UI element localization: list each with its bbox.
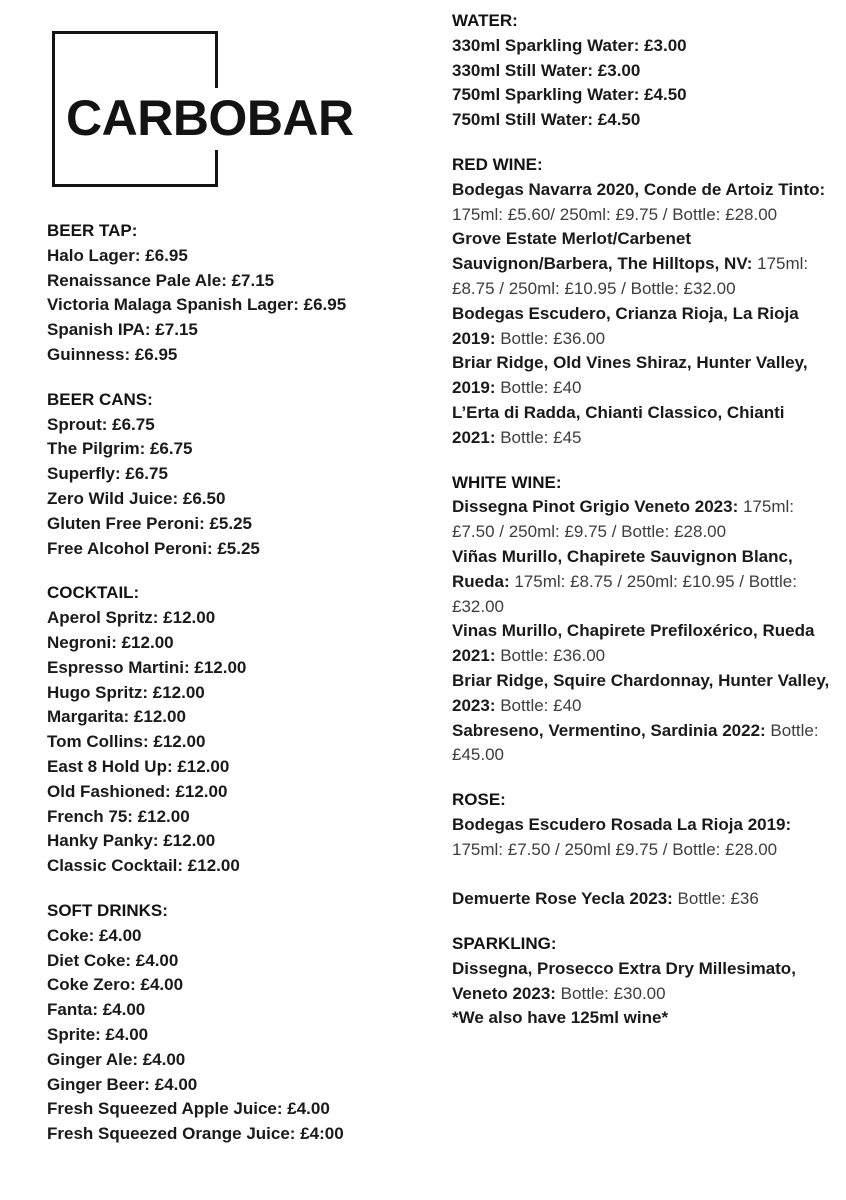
menu-section-sparkling — [452, 932, 830, 1031]
menu-item — [47, 244, 417, 269]
menu-item — [452, 495, 830, 545]
item-name: Superfly: £6.75 — [47, 464, 168, 484]
item-name: Victoria Malaga Spanish Lager: £6.95 — [47, 295, 347, 315]
menu-item — [47, 512, 417, 537]
brand-logo — [52, 31, 354, 187]
menu-item — [452, 545, 830, 619]
menu-spacer — [452, 863, 830, 888]
item-price: Bottle: £36.00 — [495, 646, 606, 666]
item-price: Bottle: £45 — [495, 427, 582, 447]
menu-item — [47, 631, 417, 656]
item-name: Fresh Squeezed Apple Juice: £4.00 — [47, 1099, 330, 1119]
item-name: Bodegas Escudero, Crianza Rioja, La Rioja 2019: — [452, 303, 799, 348]
item-name: Viñas Murillo, Chapirete Sauvignon Blanc, Rueda: — [452, 546, 793, 591]
menu-item — [452, 178, 830, 228]
menu-item — [452, 351, 830, 401]
item-price: 175ml: £8.75 / 250ml: £10.95 / Bottle: £32.00 — [452, 571, 797, 616]
menu-item — [47, 1048, 417, 1073]
item-name: Grove Estate Merlot/Carbenet Sauvignon/Barbera, The Hilltops, NV: — [452, 229, 753, 274]
item-name: Espresso Martini: £12.00 — [47, 657, 247, 677]
menu-section-beer-tap — [47, 219, 417, 368]
item-name: Old Fashioned: £12.00 — [47, 781, 228, 801]
section-title: BEER CANS: — [47, 389, 153, 409]
item-name: 330ml Sparkling Water: £3.00 — [452, 35, 687, 55]
menu-item — [47, 805, 417, 830]
menu-item — [47, 1073, 417, 1098]
item-price: 175ml: £5.60/ 250ml: £9.75 / Bottle: £28.00 — [452, 204, 778, 224]
section-title: COCKTAIL: — [47, 583, 140, 603]
item-name: Fanta: £4.00 — [47, 1000, 146, 1020]
section-title: SOFT DRINKS: — [47, 900, 168, 920]
menu-item — [452, 957, 830, 1007]
menu-item — [47, 998, 417, 1023]
item-price: 175ml: £7.50 / 250ml: £9.75 / Bottle: £28.00 — [452, 497, 794, 542]
item-price: Bottle: £40 — [495, 695, 582, 715]
menu-item — [452, 619, 830, 669]
item-name: Ginger Beer: £4.00 — [47, 1074, 198, 1094]
item-name: 750ml Still Water: £4.50 — [452, 110, 641, 130]
menu-item — [452, 59, 830, 84]
item-name: *We also have 125ml wine* — [452, 1008, 669, 1028]
item-name: L’Erta di Radda, Chianti Classico, Chianti 2021: — [452, 402, 785, 447]
menu-item — [47, 1023, 417, 1048]
menu-item — [47, 1122, 417, 1147]
menu-item — [47, 1097, 417, 1122]
menu-item — [47, 462, 417, 487]
item-name: French 75: £12.00 — [47, 806, 190, 826]
item-name: Spanish IPA: £7.15 — [47, 320, 198, 340]
menu-item — [452, 302, 830, 352]
menu-item — [47, 705, 417, 730]
item-name: Classic Cocktail: £12.00 — [47, 856, 240, 876]
menu-item — [47, 487, 417, 512]
menu-item — [452, 227, 830, 301]
menu-item — [452, 34, 830, 59]
menu-item — [47, 924, 417, 949]
right-column — [452, 9, 830, 1031]
menu-item — [452, 108, 830, 133]
menu-item — [47, 780, 417, 805]
menu-item — [452, 719, 830, 769]
item-name: Sabreseno, Vermentino, Sardinia 2022: — [452, 720, 766, 740]
section-title: SPARKLING: — [452, 934, 557, 954]
section-title: BEER TAP: — [47, 221, 138, 240]
menu-section-cocktail — [47, 581, 417, 879]
item-name: 750ml Sparkling Water: £4.50 — [452, 85, 687, 105]
menu-item — [47, 269, 417, 294]
item-name: Demuerte Rose Yecla 2023: — [452, 889, 673, 909]
menu-item — [47, 949, 417, 974]
item-name: Diet Coke: £4.00 — [47, 950, 179, 970]
menu-item — [47, 437, 417, 462]
menu-item — [47, 973, 417, 998]
menu-item — [47, 656, 417, 681]
left-column — [47, 219, 417, 1147]
menu-section-water — [452, 9, 830, 133]
item-name: Vinas Murillo, Chapirete Prefiloxérico, Rueda 2021: — [452, 621, 815, 666]
menu-section-soft-drinks — [47, 899, 417, 1147]
menu-item — [452, 401, 830, 451]
item-name: Hugo Spritz: £12.00 — [47, 682, 205, 702]
menu-section-beer-cans — [47, 388, 417, 562]
item-name: Coke Zero: £4.00 — [47, 975, 184, 995]
menu-item — [47, 854, 417, 879]
menu-item — [452, 83, 830, 108]
item-name: Margarita: £12.00 — [47, 707, 186, 727]
item-name: Negroni: £12.00 — [47, 632, 174, 652]
menu-item — [452, 1006, 830, 1031]
item-name: Fresh Squeezed Orange Juice: £4:00 — [47, 1124, 344, 1144]
menu-section-rose — [452, 788, 830, 912]
item-name: Gluten Free Peroni: £5.25 — [47, 513, 253, 533]
menu-item — [47, 606, 417, 631]
menu-item — [47, 755, 417, 780]
item-name: Bodegas Escudero Rosada La Rioja 2019: — [452, 814, 792, 834]
logo-wordmark: CARBOBAR — [63, 88, 364, 150]
section-title: ROSE: — [452, 790, 506, 810]
item-price: 175ml: £7.50 / 250ml £9.75 / Bottle: £28.00 — [452, 839, 778, 859]
item-name: Briar Ridge, Squire Chardonnay, Hunter Valley, 2023: — [452, 670, 830, 715]
item-name: 330ml Still Water: £3.00 — [452, 60, 641, 80]
item-name: The Pilgrim: £6.75 — [47, 439, 193, 459]
menu-item — [452, 887, 830, 912]
menu-item — [47, 318, 417, 343]
menu-item — [47, 293, 417, 318]
item-name: Tom Collins: £12.00 — [47, 732, 206, 752]
item-name: Halo Lager: £6.95 — [47, 245, 188, 265]
menu-item — [47, 537, 417, 562]
item-price: Bottle: £36 — [672, 889, 759, 909]
menu-section-white-wine — [452, 471, 830, 769]
section-title: WATER: — [452, 11, 518, 30]
item-name: Zero Wild Juice: £6.50 — [47, 488, 226, 508]
section-title: RED WINE: — [452, 154, 543, 174]
item-name: Bodegas Navarra 2020, Conde de Artoiz Tinto: — [452, 179, 826, 199]
menu-item — [452, 813, 830, 863]
item-price: Bottle: £40 — [495, 378, 582, 398]
item-name: Hanky Panky: £12.00 — [47, 831, 216, 851]
item-name: Aperol Spritz: £12.00 — [47, 608, 216, 628]
item-name: Dissegna Pinot Grigio Veneto 2023: — [452, 497, 739, 517]
item-price: Bottle: £30.00 — [555, 983, 666, 1003]
item-name: Coke: £4.00 — [47, 925, 142, 945]
item-price: 175ml: £8.75 / 250ml: £10.95 / Bottle: £32.00 — [452, 254, 809, 298]
item-name: East 8 Hold Up: £12.00 — [47, 756, 230, 776]
menu-item — [47, 343, 417, 368]
item-name: Guinness: £6.95 — [47, 344, 178, 364]
item-name: Sprite: £4.00 — [47, 1024, 149, 1044]
menu-item — [47, 730, 417, 755]
menu-item — [47, 413, 417, 438]
menu-item — [47, 681, 417, 706]
section-title: WHITE WINE: — [452, 472, 562, 492]
item-name: Sprout: £6.75 — [47, 414, 155, 434]
item-name: Briar Ridge, Old Vines Shiraz, Hunter Valley, 2019: — [452, 353, 808, 398]
item-name: Renaissance Pale Ale: £7.15 — [47, 270, 275, 290]
item-price: Bottle:£45.00 — [452, 720, 819, 765]
item-name: Ginger Ale: £4.00 — [47, 1049, 186, 1069]
item-name: Free Alcohol Peroni: £5.25 — [47, 538, 260, 558]
menu-section-red-wine — [452, 153, 830, 451]
menu-item — [47, 829, 417, 854]
item-name: Dissegna, Prosecco Extra Dry Millesimato, Veneto 2023: — [452, 958, 796, 1003]
menu-item — [452, 669, 830, 719]
item-price: Bottle: £36.00 — [495, 328, 606, 348]
